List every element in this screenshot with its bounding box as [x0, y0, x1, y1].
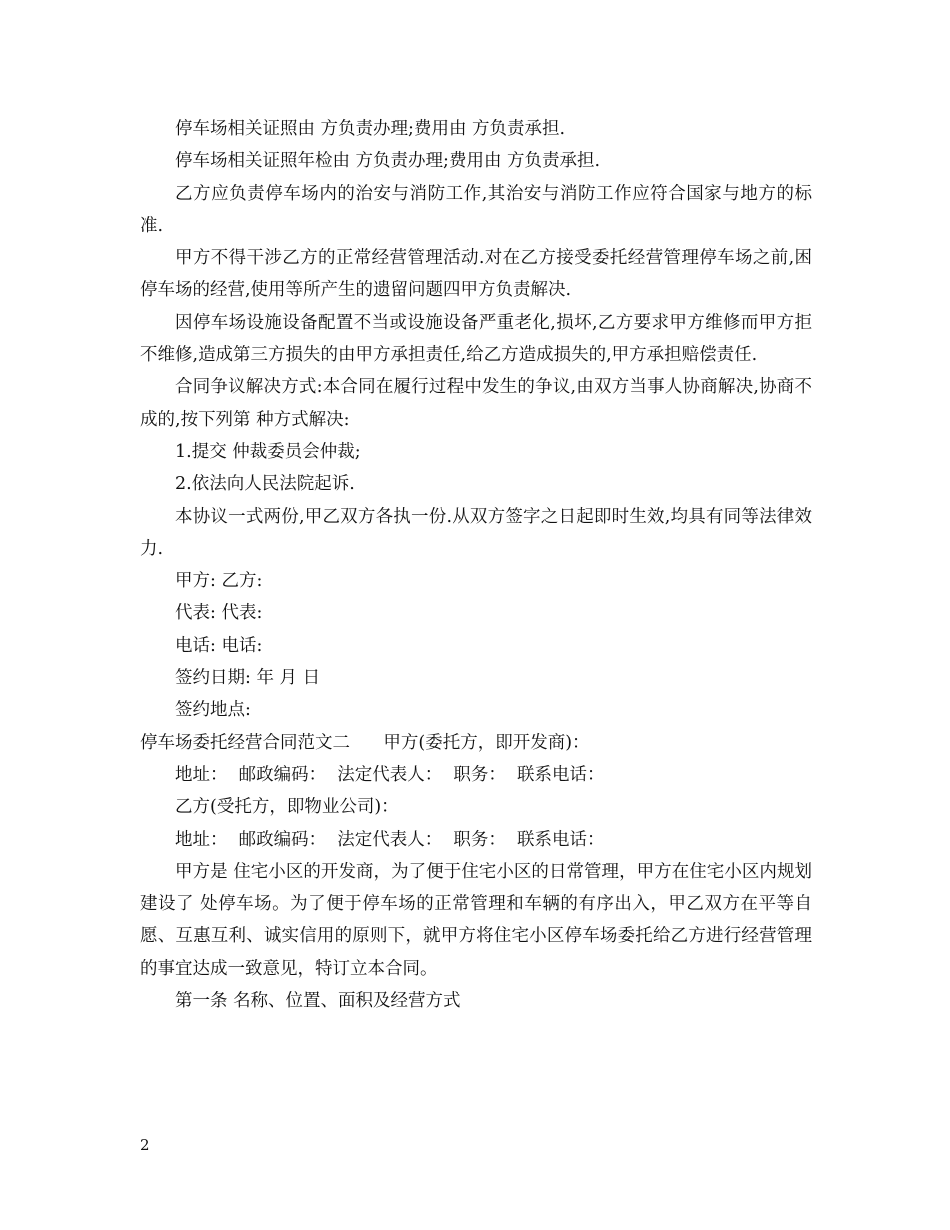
paragraph: 合同争议解决方式:本合同在履行过程中发生的争议,由双方当事人协商解决,协商不成的,按下列第 种方式解决: [140, 377, 812, 430]
paragraph: 甲方不得干涉乙方的正常经营管理活动.对在乙方接受委托经营管理停车场之前,困停车场的经营,使用等所产生的遗留问题四甲方负责解决. [140, 248, 812, 301]
paragraph: 停车场相关证照由 方负责办理;费用由 方负责承担. [175, 119, 566, 139]
paragraph: 停车场相关证照年检由 方负责办理;费用由 方负责承担. [175, 151, 601, 172]
paragraph: 甲方是 住宅小区的开发商，为了便于住宅小区的日常管理，甲方在住宅小区内规划建设了 处停车场。为了便于停车场的正常管理和车辆的有序出入，甲乙双方在平等自愿、互惠互利、诚实信用的原则下，就甲方将住宅小区停车场委托给乙方进行经营管理的事宜达成一致意见，特订立本合同。 [140, 861, 812, 979]
paragraph: 乙方(受托方，即物业公司)： [175, 797, 399, 818]
paragraph: 签约地点: [175, 700, 251, 721]
paragraph: 代表: 代表: [175, 603, 263, 624]
paragraph: 签约日期: 年 月 日 [175, 668, 321, 689]
paragraph: 2.依法向人民法院起诉. [175, 474, 355, 495]
paragraph: 停车场委托经营合同范文二 甲方(委托方，即开发商)： [140, 732, 590, 753]
page-number: 2 [140, 1136, 150, 1154]
document-body [140, 113, 812, 1017]
paragraph: 地址： 邮政编码： 法定代表人： 职务： 联系电话： [175, 829, 605, 850]
paragraph: 甲方: 乙方: [175, 571, 263, 592]
paragraph: 乙方应负责停车场内的治安与消防工作,其治安与消防工作应符合国家与地方的标准. [140, 183, 812, 236]
paragraph: 第一条 名称、位置、面积及经营方式 [175, 991, 461, 1012]
paragraph: 1.提交 仲裁委员会仲裁; [175, 441, 361, 462]
paragraph: 地址： 邮政编码： 法定代表人： 职务： 联系电话： [175, 764, 605, 785]
paragraph: 因停车场设施设备配置不当或设施设备严重老化,损坏,乙方要求甲方维修而甲方拒不维修,造成第三方损失的由甲方承担责任,给乙方造成损失的,甲方承担赔偿责任. [140, 312, 812, 366]
paragraph: 电话: 电话: [175, 635, 263, 656]
paragraph: 本协议一式两份,甲乙双方各执一份.从双方签字之日起即时生效,均具有同等法律效力. [140, 506, 812, 559]
